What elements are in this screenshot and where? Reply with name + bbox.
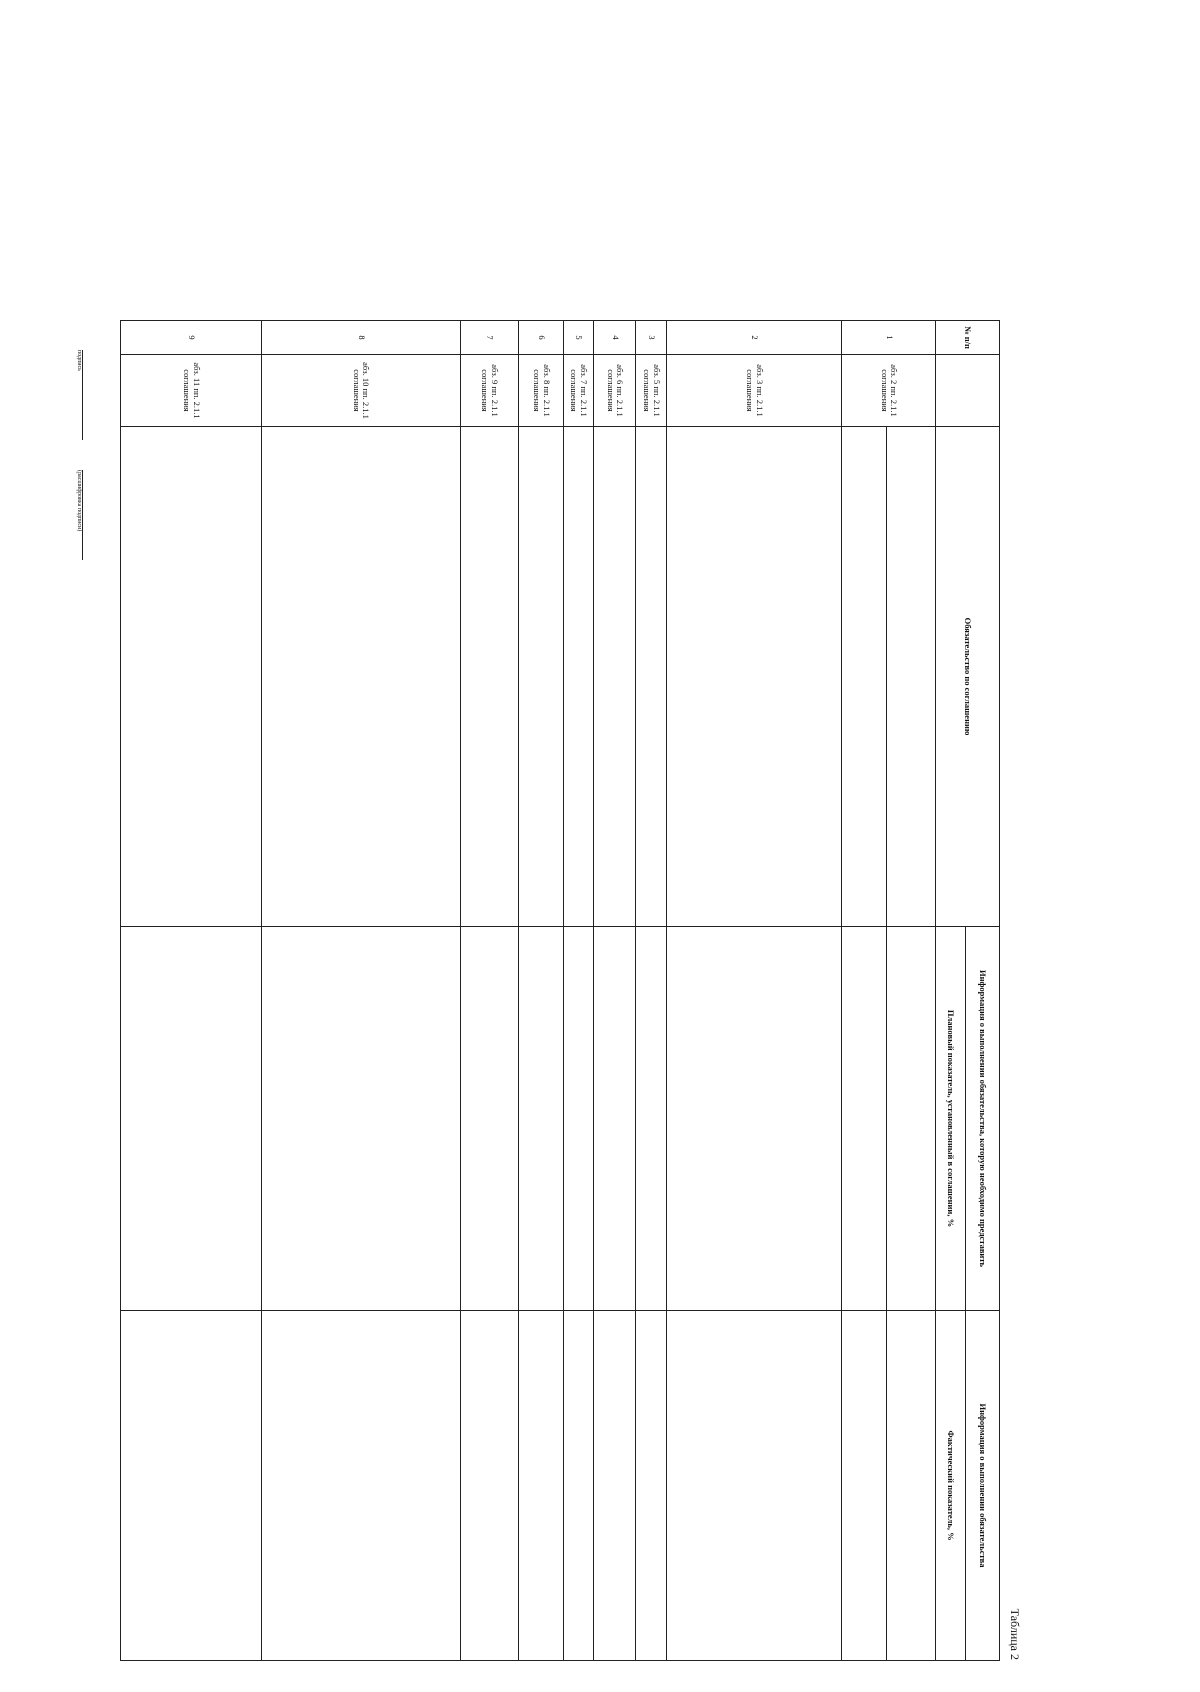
- signature-caption: подпись: [76, 350, 82, 371]
- table-row: [121, 321, 262, 1661]
- row-point: абз. 5 пп. 2.1.1 соглашения: [636, 355, 666, 427]
- row-point: абз. 7 пп. 2.1.1 соглашения: [563, 355, 593, 427]
- row-planned: [563, 927, 593, 1311]
- obligations-table: [120, 320, 1000, 1661]
- header-obligation: Обязательство по соглашению: [936, 427, 1000, 927]
- signature-block: [60, 320, 95, 1660]
- row-obligation: [519, 427, 563, 927]
- table-row: [886, 321, 935, 1661]
- row-obligation: [460, 427, 519, 927]
- row-actual: [886, 1311, 935, 1661]
- signature-line: [82, 350, 95, 440]
- row-obligation: [666, 427, 842, 927]
- row-actual: [842, 1311, 886, 1661]
- row-obligation: [563, 427, 593, 927]
- row-num: 2: [666, 321, 842, 355]
- row-planned: [594, 927, 636, 1311]
- header-num: № п/п: [936, 321, 1000, 355]
- header-point: [936, 355, 1000, 427]
- table-row: [666, 321, 842, 1661]
- row-actual: [121, 1311, 262, 1661]
- row-point: абз. 8 пп. 2.1.1 соглашения: [519, 355, 563, 427]
- row-num: 6: [519, 321, 563, 355]
- row-obligation: [594, 427, 636, 927]
- row-planned: [636, 927, 666, 1311]
- row-planned: [666, 927, 842, 1311]
- row-actual: [636, 1311, 666, 1661]
- row-point: абз. 11 пп. 2.1.1 соглашения: [121, 355, 262, 427]
- row-actual: [666, 1311, 842, 1661]
- row-point: абз. 2 пп. 2.1.1 соглашения: [842, 355, 936, 427]
- row-num: 7: [460, 321, 519, 355]
- row-planned: [261, 927, 460, 1311]
- row-point: абз. 10 пп. 2.1.1 соглашения: [261, 355, 460, 427]
- row-actual: [460, 1311, 519, 1661]
- decode-line: [82, 470, 95, 560]
- row-point: абз. 6 пп. 2.1.1 соглашения: [594, 355, 636, 427]
- row-planned: [842, 927, 886, 1311]
- row-obligation: [261, 427, 460, 927]
- row-obligation: [636, 427, 666, 927]
- row-planned: [886, 927, 935, 1311]
- row-num: 4: [594, 321, 636, 355]
- table-row: [261, 321, 460, 1661]
- row-num: 3: [636, 321, 666, 355]
- header-actual: Фактический показатель, %: [936, 1311, 966, 1661]
- row-point: абз. 9 пп. 2.1.1 соглашения: [460, 355, 519, 427]
- document-page: [76, 320, 1022, 1660]
- table-row: [460, 321, 519, 1661]
- row-planned: [519, 927, 563, 1311]
- table-row: [842, 321, 886, 1661]
- row-num: 9: [121, 321, 262, 355]
- row-obligation: [842, 427, 886, 927]
- table-row: [563, 321, 593, 1661]
- row-num: 1: [842, 321, 936, 355]
- row-obligation: [121, 427, 262, 927]
- row-actual: [563, 1311, 593, 1661]
- table-row: [636, 321, 666, 1661]
- table-title: Таблица 2: [1008, 1608, 1022, 1660]
- row-planned: [460, 927, 519, 1311]
- header-result-group: Информация о выполнении обязательства: [966, 1311, 1000, 1661]
- decode-caption: (расшифровка подписи): [76, 470, 82, 532]
- header-planned: Плановый показатель, установленный в соглашении, %: [936, 927, 966, 1311]
- row-num: 8: [261, 321, 460, 355]
- row-point: абз. 3 пп. 2.1.1 соглашения: [666, 355, 842, 427]
- row-num: 5: [563, 321, 593, 355]
- table-row: [519, 321, 563, 1661]
- row-planned: [121, 927, 262, 1311]
- row-actual: [594, 1311, 636, 1661]
- row-obligation: [886, 427, 935, 927]
- table-row: [594, 321, 636, 1661]
- row-actual: [261, 1311, 460, 1661]
- row-actual: [519, 1311, 563, 1661]
- header-info-group: Информация о выполнении обязательства, которую необходимо представить: [966, 927, 1000, 1311]
